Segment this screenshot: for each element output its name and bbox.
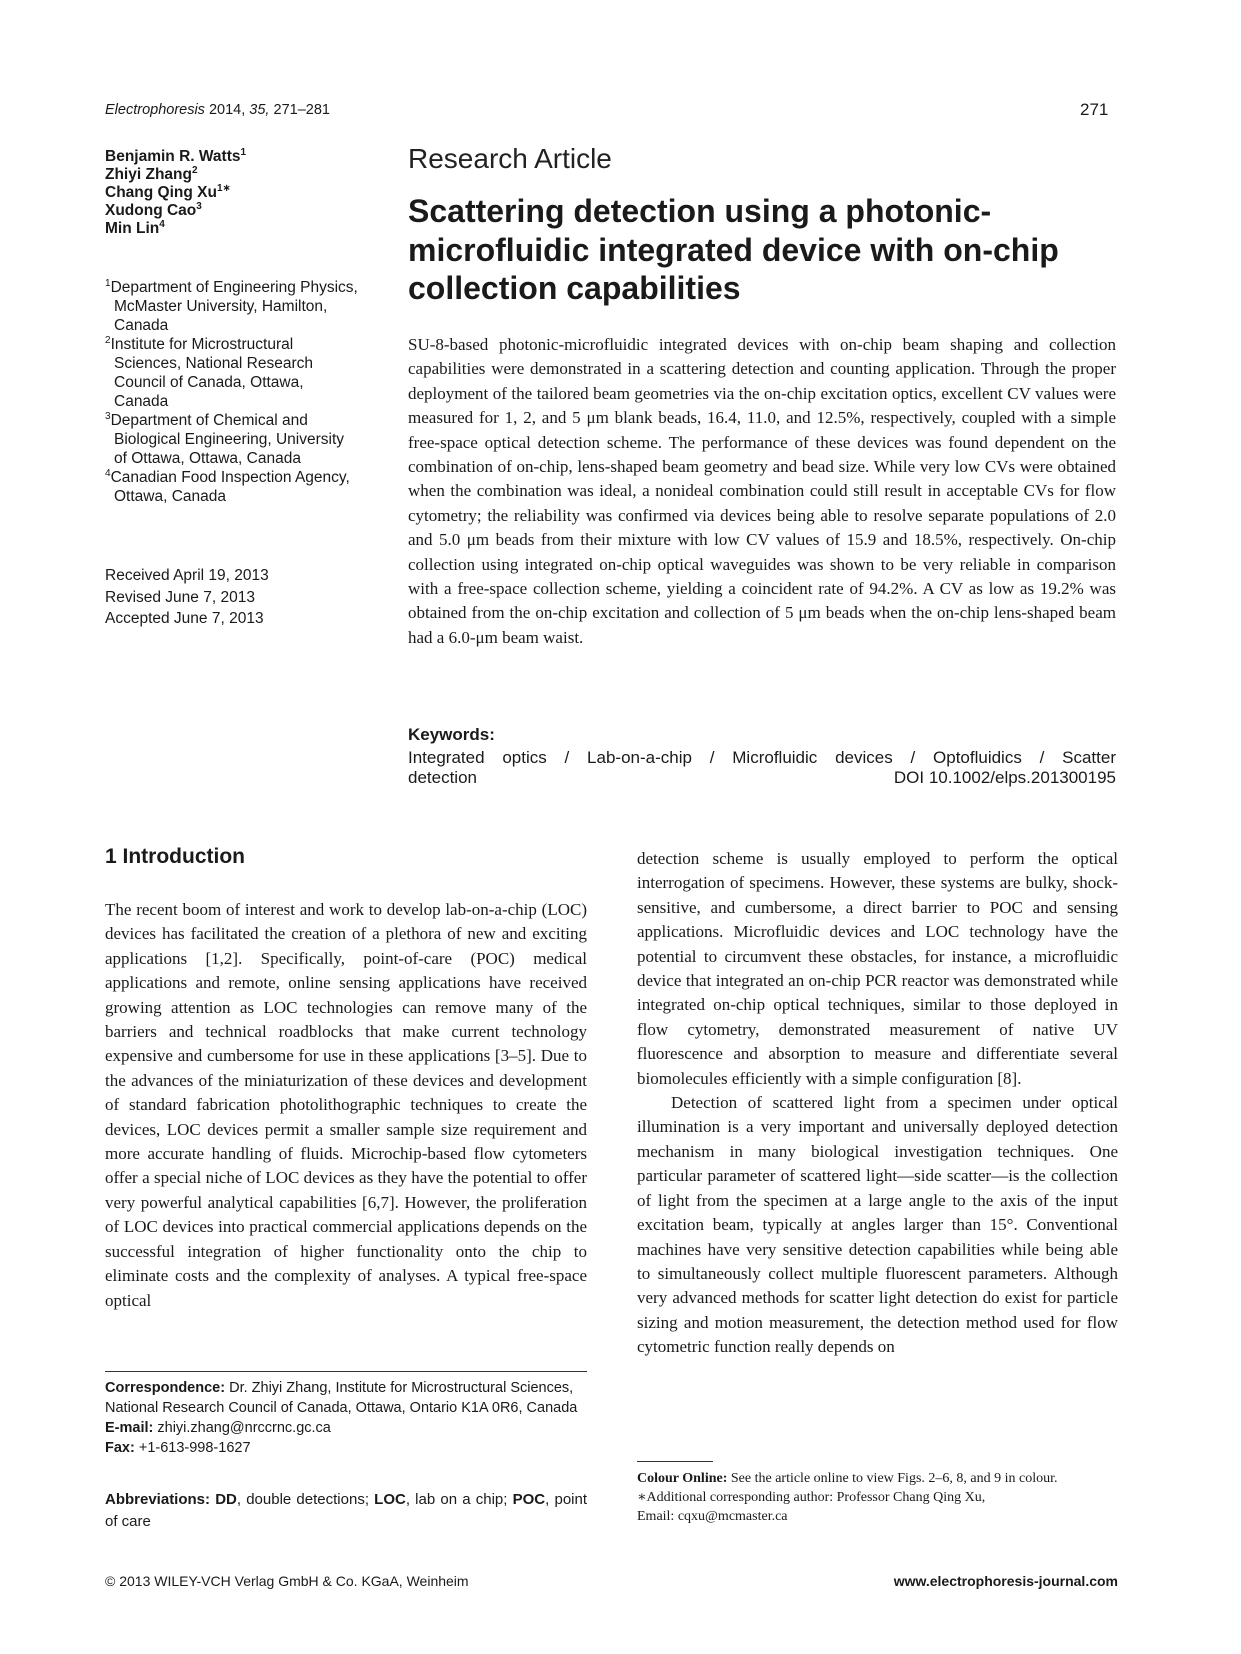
- correspondence-email: E-mail: zhiyi.zhang@nrccrnc.gc.ca: [105, 1420, 331, 1436]
- article-type: Research Article: [408, 143, 612, 174]
- article-history: [105, 565, 365, 630]
- accepted-date: Accepted June 7, 2013: [105, 610, 264, 627]
- keywords-line: Integrated optics / Lab-on-a-chip / Microfluidic devices / Optofluidics / Scatter: [408, 748, 1116, 767]
- affiliation: $^2$Institute for Microstructural Sciences, National Research Council of Canada, Ottawa, Canada: [105, 335, 314, 410]
- footnote-divider: [105, 1371, 587, 1372]
- journal-pages: 271–281: [273, 102, 330, 118]
- paragraph: Detection of scattered light from a specimen under optical illumination is a very important and universally deployed detection mechanism in many biological investigation techniques. One particular parameter of scattered light—side scatter—is the collection of light from the specimen at a large angle to the axis of the input excitation beam, typically at angles larger than 15°. Conventional machines have very sensitive detection capabilities while being able to simultaneously collect multiple fluorescent parameters. Although very advanced methods for scatter light detection do exist for particle sizing and motion measurement, the detection method used for flow cytometric function really depends on: [637, 1093, 1118, 1357]
- author-list: [105, 148, 375, 238]
- journal-citation: [105, 102, 330, 118]
- author: Benjamin R. Watts$^1$: [105, 147, 247, 165]
- author: Zhiyi Zhang$^2$: [105, 165, 198, 183]
- additional-author: ∗Additional corresponding author: Professor Chang Qing Xu,: [637, 1490, 986, 1505]
- body-text-left: The recent boom of interest and work to develop lab-on-a-chip (LOC) devices has facilitated the creation of a plethora of new and exciting applications [1,2]. Specifically, point-of-care (POC) medical applications and remote, online sensing applications have received growing attention as LOC technologies can remove many of the barriers and technical roadblocks that make current technology expensive and cumbersome for use in these applications [3–5]. Due to the advances of the miniaturization of these devices and development of standard fabrication photolithographic techniques to create the devices, LOC devices permit a smaller sample size requirement and more accurate handling of fluids. Microchip-based flow cytometers offer a special niche of LOC devices as they have the potential to offer very powerful analytical capabilities [6,7]. However, the proliferation of LOC devices into practical commercial applications depends on the successful integration of higher functionality onto the chip to eliminate costs and the complexity of analyses. A typical free-space optical: [105, 900, 587, 1310]
- doi[interactable]: DOI 10.1002/elps.201300195: [893, 768, 1116, 787]
- keywords-label: Keywords:: [408, 725, 495, 744]
- journal-year: 2014,: [208, 102, 246, 118]
- body-text-right: [637, 847, 1118, 1360]
- footnote-divider: [637, 1461, 713, 1462]
- additional-email: Email: cqxu@mcmaster.ca: [637, 1509, 788, 1524]
- journal-name: Electrophoresis: [105, 102, 205, 118]
- journal-volume: 35,: [249, 102, 270, 118]
- author: Xudong Cao$^3$: [105, 201, 202, 219]
- author: Min Lin$^4$: [105, 219, 165, 237]
- journal-website[interactable]: www.electrophoresis-journal.com: [893, 1573, 1118, 1589]
- colour-online: Colour Online: See the article online to view Figs. 2–6, 8, and 9 in colour.: [637, 1471, 1058, 1486]
- abstract: SU-8-based photonic-microfluidic integrated devices with on-chip beam shaping and collection capabilities were demonstrated in a scattering detection and counting application. Through the proper deployment of the tailored beam geometries via the on-chip excitation optics, excellent CV values were measured for 1, 2, and 5 μm blank beads, 16.4, 11.0, and 12.5%, respectively, coupled with a simple free-space optical detection scheme. The performance of these devices was found dependent on the combination of on-chip, lens-shaped beam geometry and bead size. While very low CVs were obtained when the combination was ideal, a nonideal combination could still result in acceptable CVs for flow cytometry; the reliability was confirmed via devices being able to resolve separate populations of 2.0 and 5.0 μm beads from their mixture with low CV values of 15.9 and 18.5%, respectively. On-chip collection using integrated on-chip optical waveguides was shown to be very reliable in comparison with a free-space collection scheme, yielding a coincident rate of 94.2%. A CV as low as 19.2% was obtained from the on-chip excitation and collection of 5 μm beads when the on-chip lens-shaped beam had a 6.0-μm beam waist.: [408, 335, 1116, 647]
- author: Chang Qing $Xu^{1∗}$: [105, 183, 231, 201]
- email-link[interactable]: zhiyi.zhang@nrccrnc.gc.ca: [157, 1420, 331, 1436]
- correspondence-note: [105, 1378, 587, 1458]
- keywords-line-end: detection: [408, 768, 477, 787]
- colour-note: [637, 1469, 1127, 1526]
- correspondence-address: Correspondence: Dr. Zhiyi Zhang, Institute for Microstructural Sciences, National Research Council of Canada, Ottawa, Ontario K1A 0R6, Canada: [105, 1380, 578, 1416]
- revised-date: Revised June 7, 2013: [105, 588, 255, 606]
- received-date: Received April 19, 2013: [105, 567, 269, 584]
- copyright: © 2013 WILEY-VCH Verlag GmbH & Co. KGaA, Weinheim: [105, 1573, 469, 1589]
- affiliation-list: [105, 278, 360, 506]
- article-title: Scattering detection using a photonic-microfluidic integrated device with on-chip collection capabilities: [408, 193, 1059, 306]
- keywords-doi-line: [408, 768, 1116, 788]
- section-heading: 1 Introduction: [105, 845, 245, 868]
- correspondence-fax: Fax: +1-613-998-1627: [105, 1440, 251, 1456]
- paragraph: detection scheme is usually employed to perform the optical interrogation of specimens. However, these systems are bulky, shock-sensitive, and cumbersome, a direct barrier to POC and sensing applications. Microfluidic devices and LOC technology have the potential to circumvent these obstacles, for instance, a microfluidic device that integrated an on-chip PCR reactor was demonstrated while integrated on-chip optical techniques, similar to those deployed in flow cytometry, demonstrated measurement of native UV fluorescence and absorption to measure and differentiate several biomolecules efficiently with a simple configuration [8].: [637, 849, 1118, 1088]
- affiliation: $^3$Department of Chemical and Biological Engineering, University of Ottawa, Ottawa, Canada: [105, 411, 345, 467]
- affiliation: $^1$Department of Engineering Physics, McMaster University, Hamilton, Canada: [105, 278, 358, 334]
- page-number: 271: [1080, 100, 1109, 119]
- affiliation: $^4$Canadian Food Inspection Agency, Ottawa, Canada: [105, 468, 350, 505]
- abbreviations-note: Abbreviations: DD, double detections; LOC, lab on a chip; POC, point of care: [105, 1491, 588, 1530]
